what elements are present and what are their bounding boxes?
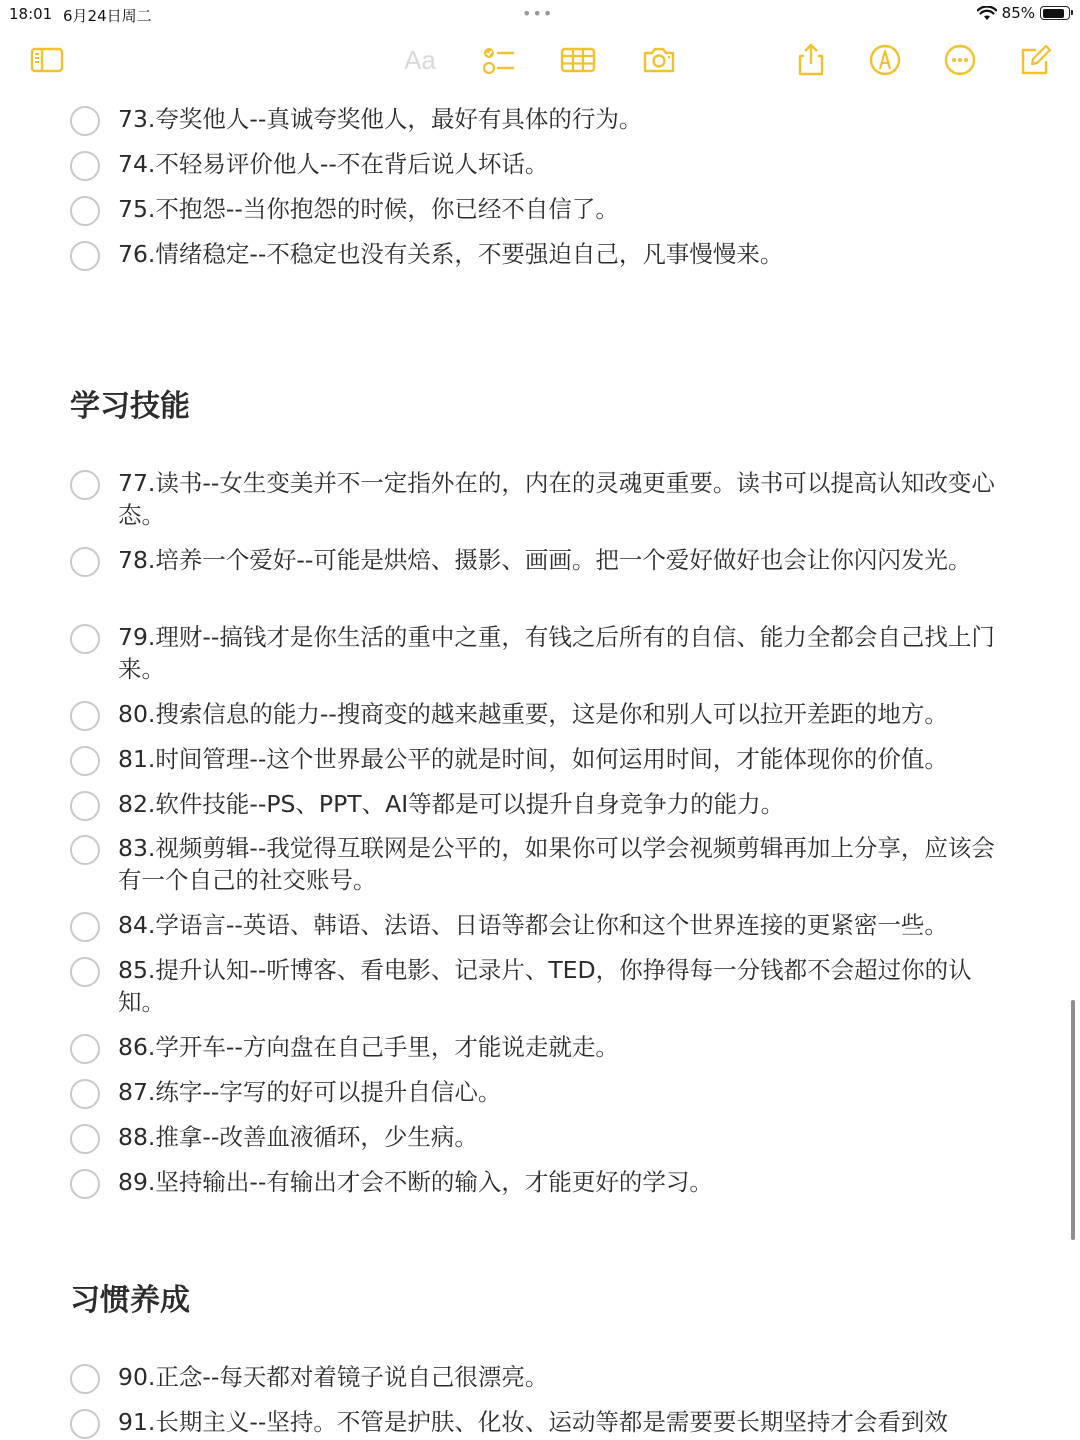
checklist-item-text[interactable]: 83.视频剪辑--我觉得互联网是公平的，如果你可以学会视频剪辑再加上分享，应该会有一个自己的社交账号。 xyxy=(118,834,995,894)
checklist-checkbox[interactable] xyxy=(70,470,100,500)
checklist-item-text[interactable]: 80.搜索信息的能力--搜商变的越来越重要，这是你和别人可以拉开差距的地方。 xyxy=(118,700,948,728)
checklist-checkbox[interactable] xyxy=(70,701,100,731)
checklist-checkbox[interactable] xyxy=(70,1364,100,1394)
checklist-checkbox[interactable] xyxy=(70,835,100,865)
scroll-indicator[interactable] xyxy=(1071,1000,1075,1240)
checklist-checkbox[interactable] xyxy=(70,1034,100,1064)
checklist-checkbox[interactable] xyxy=(70,1079,100,1109)
checklist-checkbox[interactable] xyxy=(70,151,100,181)
camera-icon xyxy=(641,42,677,78)
more-button[interactable] xyxy=(940,36,980,84)
checklist-item-text[interactable]: 81.时间管理--这个世界最公平的就是时间，如何运用时间，才能体现你的价值。 xyxy=(118,745,948,773)
wifi-icon xyxy=(977,6,997,21)
markup-button[interactable] xyxy=(865,36,905,84)
battery-icon xyxy=(1040,6,1070,20)
share-button[interactable] xyxy=(791,36,831,84)
format-button[interactable] xyxy=(400,36,440,84)
checklist-item-text[interactable]: 82.软件技能--PS、PPT、AI等都是可以提升自身竞争力的能力。 xyxy=(118,790,785,818)
checklist-icon xyxy=(480,42,516,78)
checklist-checkbox[interactable] xyxy=(70,624,100,654)
checklist-item-text[interactable]: 76.情绪稳定--不稳定也没有关系，不要强迫自己，凡事慢慢来。 xyxy=(118,240,784,268)
more-icon xyxy=(942,42,978,78)
checklist-item-text[interactable]: 75.不抱怨--当你抱怨的时候，你已经不自信了。 xyxy=(118,195,619,223)
markup-icon xyxy=(867,42,903,78)
checklist-checkbox[interactable] xyxy=(70,957,100,987)
checklist-checkbox[interactable] xyxy=(70,1409,100,1439)
checklist-item-text[interactable]: 91.长期主义--坚持。不管是护肤、化妆、运动等都是需要要长期坚持才会看到效 xyxy=(118,1408,948,1436)
sidebar-toggle-button[interactable] xyxy=(27,36,67,84)
format-label: Aa xyxy=(404,44,436,75)
checklist-checkbox[interactable] xyxy=(70,746,100,776)
camera-button[interactable] xyxy=(639,36,679,84)
checklist-item-text[interactable]: 90.正念--每天都对着镜子说自己很漂亮。 xyxy=(118,1363,549,1391)
section-heading: 习惯养成 xyxy=(70,1283,190,1318)
table-icon xyxy=(560,42,596,78)
battery-fill xyxy=(1043,9,1064,18)
checklist-checkbox[interactable] xyxy=(70,912,100,942)
checklist-item-text[interactable]: 88.推拿--改善血液循环，少生病。 xyxy=(118,1123,478,1151)
status-bar xyxy=(0,0,1080,28)
checklist-checkbox[interactable] xyxy=(70,106,100,136)
checklist-item-text[interactable]: 87.练字--字写的好可以提升自信心。 xyxy=(118,1078,502,1106)
checklist-item-text[interactable]: 73.夸奖他人--真诚夸奖他人，最好有具体的行为。 xyxy=(118,105,643,133)
checklist-item-text[interactable]: 89.坚持输出--有输出才会不断的输入，才能更好的学习。 xyxy=(118,1168,713,1196)
checklist-checkbox[interactable] xyxy=(70,547,100,577)
notes-toolbar xyxy=(0,36,1080,88)
checklist-checkbox[interactable] xyxy=(70,241,100,271)
checklist-item-text[interactable]: 79.理财--搞钱才是你生活的重中之重，有钱之后所有的自信、能力全都会自己找上门来。 xyxy=(118,623,995,683)
checklist-item-text[interactable]: 77.读书--女生变美并不一定指外在的，内在的灵魂更重要。读书可以提高认知改变心态。 xyxy=(118,469,995,529)
status-right xyxy=(977,4,1070,22)
checklist-checkbox[interactable] xyxy=(70,1124,100,1154)
checklist-checkbox[interactable] xyxy=(70,196,100,226)
checklist-item-text[interactable]: 74.不轻易评价他人--不在背后说人坏话。 xyxy=(118,150,549,178)
checklist-checkbox[interactable] xyxy=(70,791,100,821)
compose-icon xyxy=(1018,42,1054,78)
checklist-item-text[interactable]: 86.学开车--方向盘在自己手里，才能说走就走。 xyxy=(118,1033,619,1061)
checklist-item-text[interactable]: 84.学语言--英语、韩语、法语、日语等都会让你和这个世界连接的更紧密一些。 xyxy=(118,911,948,939)
section-heading: 学习技能 xyxy=(70,389,190,424)
status-date: 6月24日周二 xyxy=(63,7,152,25)
checklist-checkbox[interactable] xyxy=(70,1169,100,1199)
checklist-item-text[interactable]: 85.提升认知--听博客、看电影、记录片、TED，你挣得每一分钱都不会超过你的认知。 xyxy=(118,956,972,1016)
more-dots-icon[interactable]: ••• xyxy=(522,4,554,23)
table-button[interactable] xyxy=(558,36,598,84)
sidebar-icon xyxy=(29,42,65,78)
compose-button[interactable] xyxy=(1016,36,1056,84)
checklist-button[interactable] xyxy=(478,36,518,84)
share-icon xyxy=(793,42,829,78)
checklist-item-text[interactable]: 78.培养一个爱好--可能是烘焙、摄影、画画。把一个爱好做好也会让你闪闪发光。 xyxy=(118,546,972,574)
battery-percent: 85% xyxy=(1001,4,1035,22)
status-time: 18:01 xyxy=(9,5,53,23)
